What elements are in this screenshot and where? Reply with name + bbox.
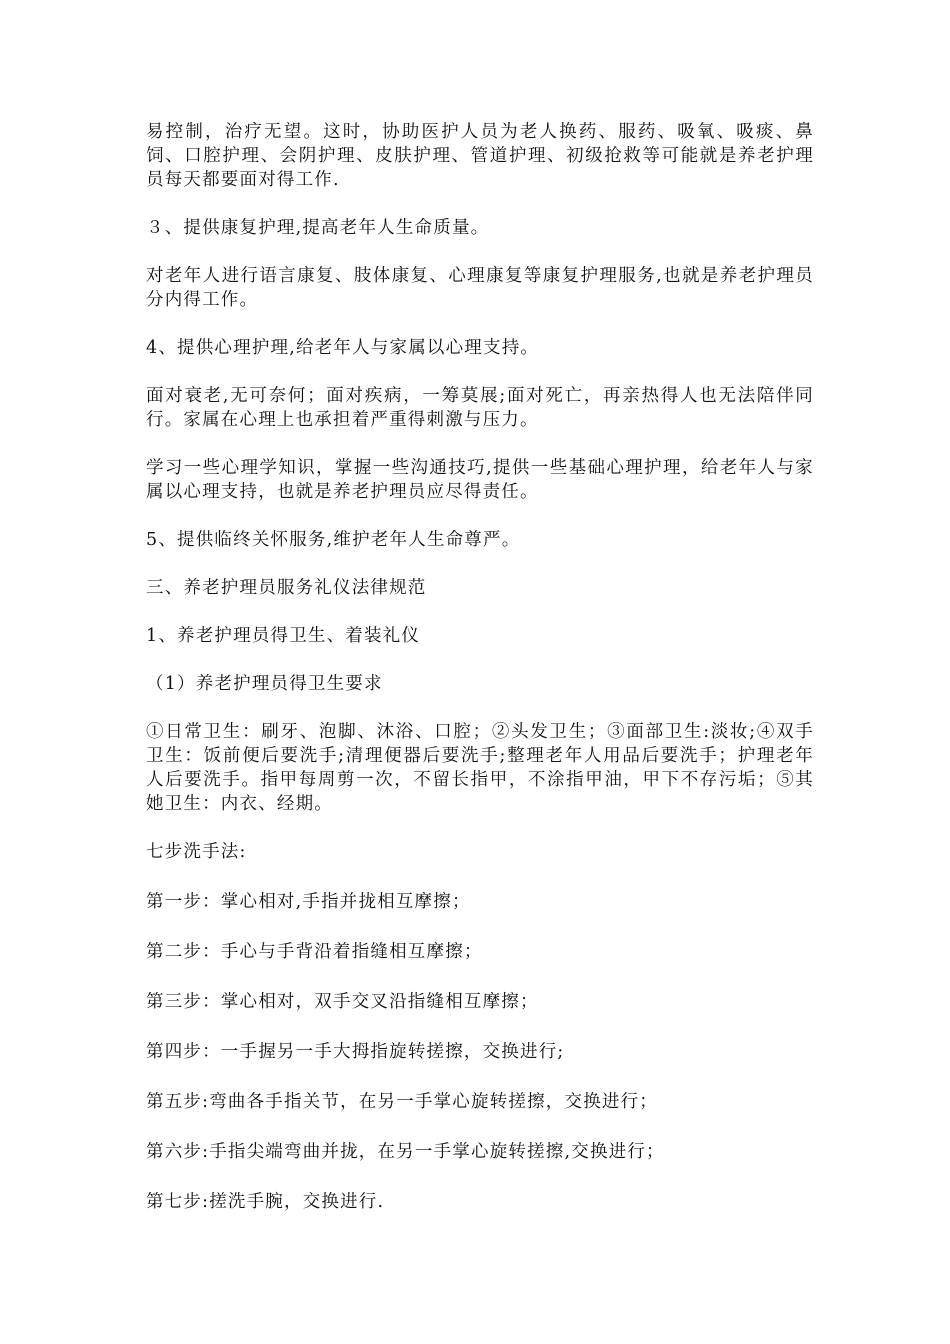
heading-rehab-care: ３、提供康复护理,提高老年人生命质量。 [146,218,490,238]
subheading-hygiene-requirements: （1）养老护理员得卫生要求 [146,674,383,694]
step-2: 第二步：手心与手背沿着指缝相互摩擦； [146,942,483,962]
heading-psych-care: 4、提供心理护理,给老年人与家属以心理支持。 [146,338,540,358]
step-4: 第四步：一手握另一手大拇指旋转搓擦，交换进行; [146,1042,565,1062]
step-3: 第三步：掌心相对，双手交叉沿指缝相互摩擦； [146,992,539,1012]
subheading-hygiene-dress: 1、养老护理员得卫生、着装礼仪 [146,626,421,646]
step-1: 第一步：掌心相对,手指并拢相互摩擦； [146,892,471,912]
step-5: 第五步:弯曲各手指关节，在另一手掌心旋转搓擦，交换进行； [146,1092,658,1112]
step-6: 第六步:手指尖端弯曲并拢，在另一手掌心旋转搓擦,交换进行； [146,1142,665,1162]
paragraph-rehab: 对老年人进行语言康复、肢体康复、心理康复等康复护理服务,也就是养老护理员分内得工作。 [146,266,814,310]
paragraph-hygiene-list: ①日常卫生：刷牙、泡脚、沐浴、口腔；②头发卫生；③面部卫生:淡妆;④双手卫生：饭前便后要洗手;清理便器后要洗手;整理老年人用品后要洗手；护理老年人后要洗手。指甲每周剪一次，不留长指甲，不涂指甲油，甲下不存污垢；⑤其她卫生：内衣、经期。 [146,722,814,814]
document-body [146,120,814,1240]
paragraph-psych-1: 面对衰老,无可奈何；面对疾病，一筹莫展;面对死亡，再亲热得人也无法陪伴同行。家属在心理上也承担着严重得刺激与压力。 [146,386,814,430]
paragraph-continuation: 易控制，治疗无望。这时，协助医护人员为老人换药、服药、吸氧、吸痰、鼻饲、口腔护理、会阴护理、皮肤护理、管道护理、初级抢救等可能就是养老护理员每天都要面对得工作. [146,122,814,190]
section-heading-etiquette: 三、养老护理员服务礼仪法律规范 [146,578,427,598]
heading-hospice: 5、提供临终关怀服务,维护老年人生命尊严。 [146,530,521,550]
step-7: 第七步:搓洗手腕，交换进行. [146,1192,385,1212]
heading-seven-step: 七步洗手法: [146,842,247,862]
paragraph-psych-2: 学习一些心理学知识，掌握一些沟通技巧,提供一些基础心理护理，给老年人与家属以心理支持，也就是养老护理员应尽得责任。 [146,458,814,502]
